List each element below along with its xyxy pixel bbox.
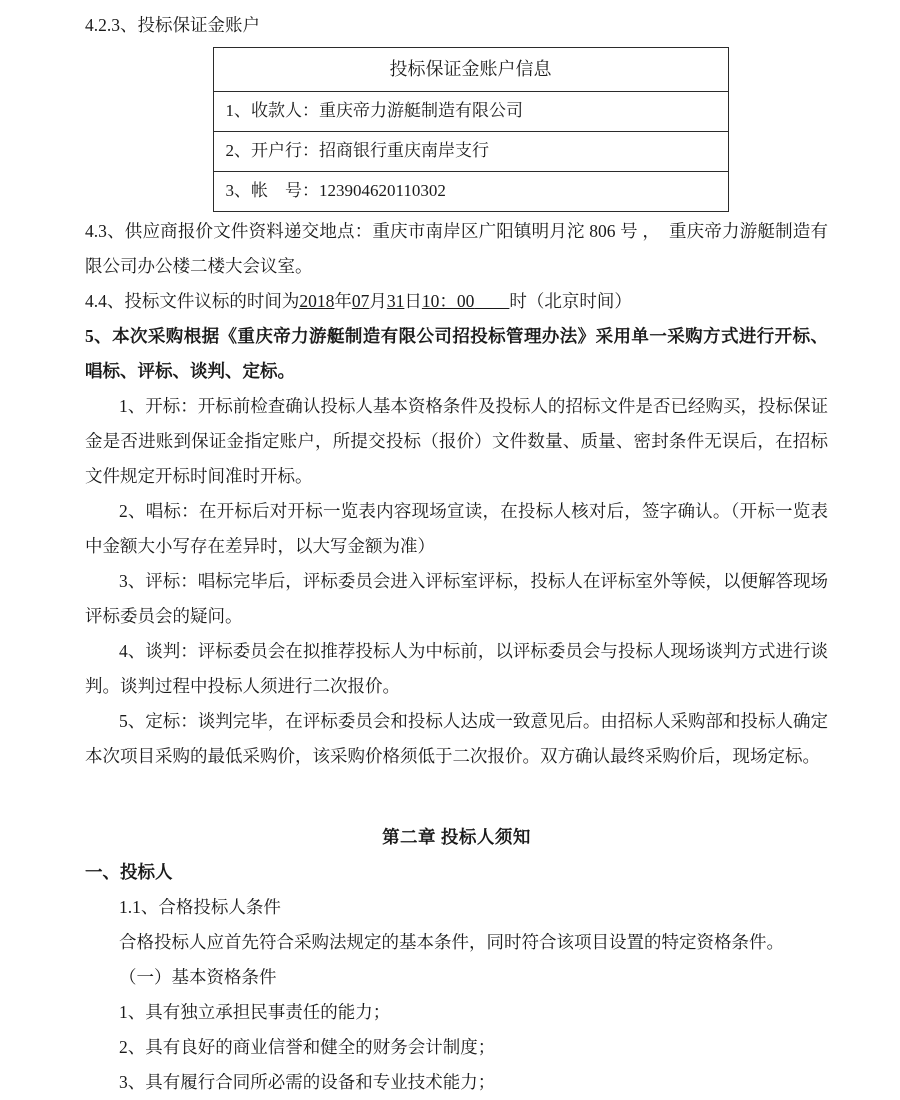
basic-conditions-title: （一）基本资格条件 xyxy=(119,967,277,987)
section-4-4-day: 31 xyxy=(386,291,405,311)
table-row xyxy=(213,132,728,172)
table-row-header xyxy=(213,48,728,92)
section-4-4-day-unit: 日 xyxy=(404,291,422,311)
section-5-item-3: 3、评标：唱标完毕后，评标委员会进入评标室评标，投标人在评标室外等候，以便解答现场评标委员会的疑问。 xyxy=(85,571,828,626)
table-row xyxy=(213,92,728,132)
section-5-item-4: 4、谈判：评标委员会在拟推荐投标人为中标前，以评标委员会与投标人现场谈判方式进行谈判。谈判过程中投标人须进行二次报价。 xyxy=(85,641,828,696)
section-4-4-time-unit: 时 xyxy=(509,291,527,311)
section-4-4-year: 2018 xyxy=(299,291,335,311)
table-header-cell: 投标保证金账户信息 xyxy=(213,48,728,92)
chapter-2-title: 第二章 投标人须知 xyxy=(382,827,531,847)
bid-deposit-account-table xyxy=(213,47,729,212)
table-cell-account-number: 3、帐 号：123904620110302 xyxy=(213,172,728,212)
bid-deposit-account-table-wrapper xyxy=(85,47,828,212)
section-one-title: 一、投标人 xyxy=(85,862,173,882)
section-4-4-year-unit: 年 xyxy=(334,291,352,311)
subsection-1-1-title: 1.1、合格投标人条件 xyxy=(119,897,281,917)
vertical-spacer xyxy=(85,774,828,820)
section-5-title: 5、本次采购根据《重庆帝力游艇制造有限公司招投标管理办法》采用单一采购方式进行开标、唱标、评标、谈判、定标。 xyxy=(85,326,828,381)
table-row xyxy=(213,172,728,212)
section-4-4-time: 10：00 xyxy=(421,291,475,311)
basic-condition-item-1: 1、具有独立承担民事责任的能力； xyxy=(119,1002,391,1022)
section-4-4-month: 07 xyxy=(351,291,370,311)
section-4-4-month-unit: 月 xyxy=(369,291,387,311)
section-4-2-3-heading: 4.2.3、投标保证金账户 xyxy=(85,15,260,35)
table-cell-bank: 2、开户行：招商银行重庆南岸支行 xyxy=(213,132,728,172)
section-5-item-2: 2、唱标：在开标后对开标一览表内容现场宣读，在投标人核对后，签字确认。（开标一览表中金额大小写存在差异时，以大写金额为准） xyxy=(85,501,828,556)
section-5-item-1: 1、开标：开标前检查确认投标人基本资格条件及投标人的招标文件是否已经购买，投标保证金是否进账到保证金指定账户，所提交投标（报价）文件数量、质量、密封条件无误后，在招标文件规定开标时间准时开标。 xyxy=(85,396,828,486)
basic-condition-item-3: 3、具有履行合同所必需的设备和专业技术能力； xyxy=(119,1072,496,1092)
section-4-4-paragraph xyxy=(85,284,828,319)
section-4-4-prefix: 4.4、投标文件议标的时间为 xyxy=(85,291,300,311)
section-5-item-5: 5、定标：谈判完毕，在评标委员会和投标人达成一致意见后。由招标人采购部和投标人确定本次项目采购的最低采购价，该采购价格须低于二次报价。双方确认最终采购价后，现场定标。 xyxy=(85,711,828,766)
subsection-1-1-body: 合格投标人应首先符合采购法规定的基本条件，同时符合该项目设置的特定资格条件。 xyxy=(119,932,784,952)
section-4-3-paragraph: 4.3、供应商报价文件资料递交地点：重庆市南岸区广阳镇明月沱 806 号 ， 重庆帝力游艇制造有限公司办公楼二楼大会议室。 xyxy=(85,221,828,276)
section-4-4-suffix: （北京时间） xyxy=(526,291,632,311)
table-cell-payee: 1、收款人：重庆帝力游艇制造有限公司 xyxy=(213,92,728,132)
basic-condition-item-2: 2、具有良好的商业信誉和健全的财务会计制度； xyxy=(119,1037,496,1057)
